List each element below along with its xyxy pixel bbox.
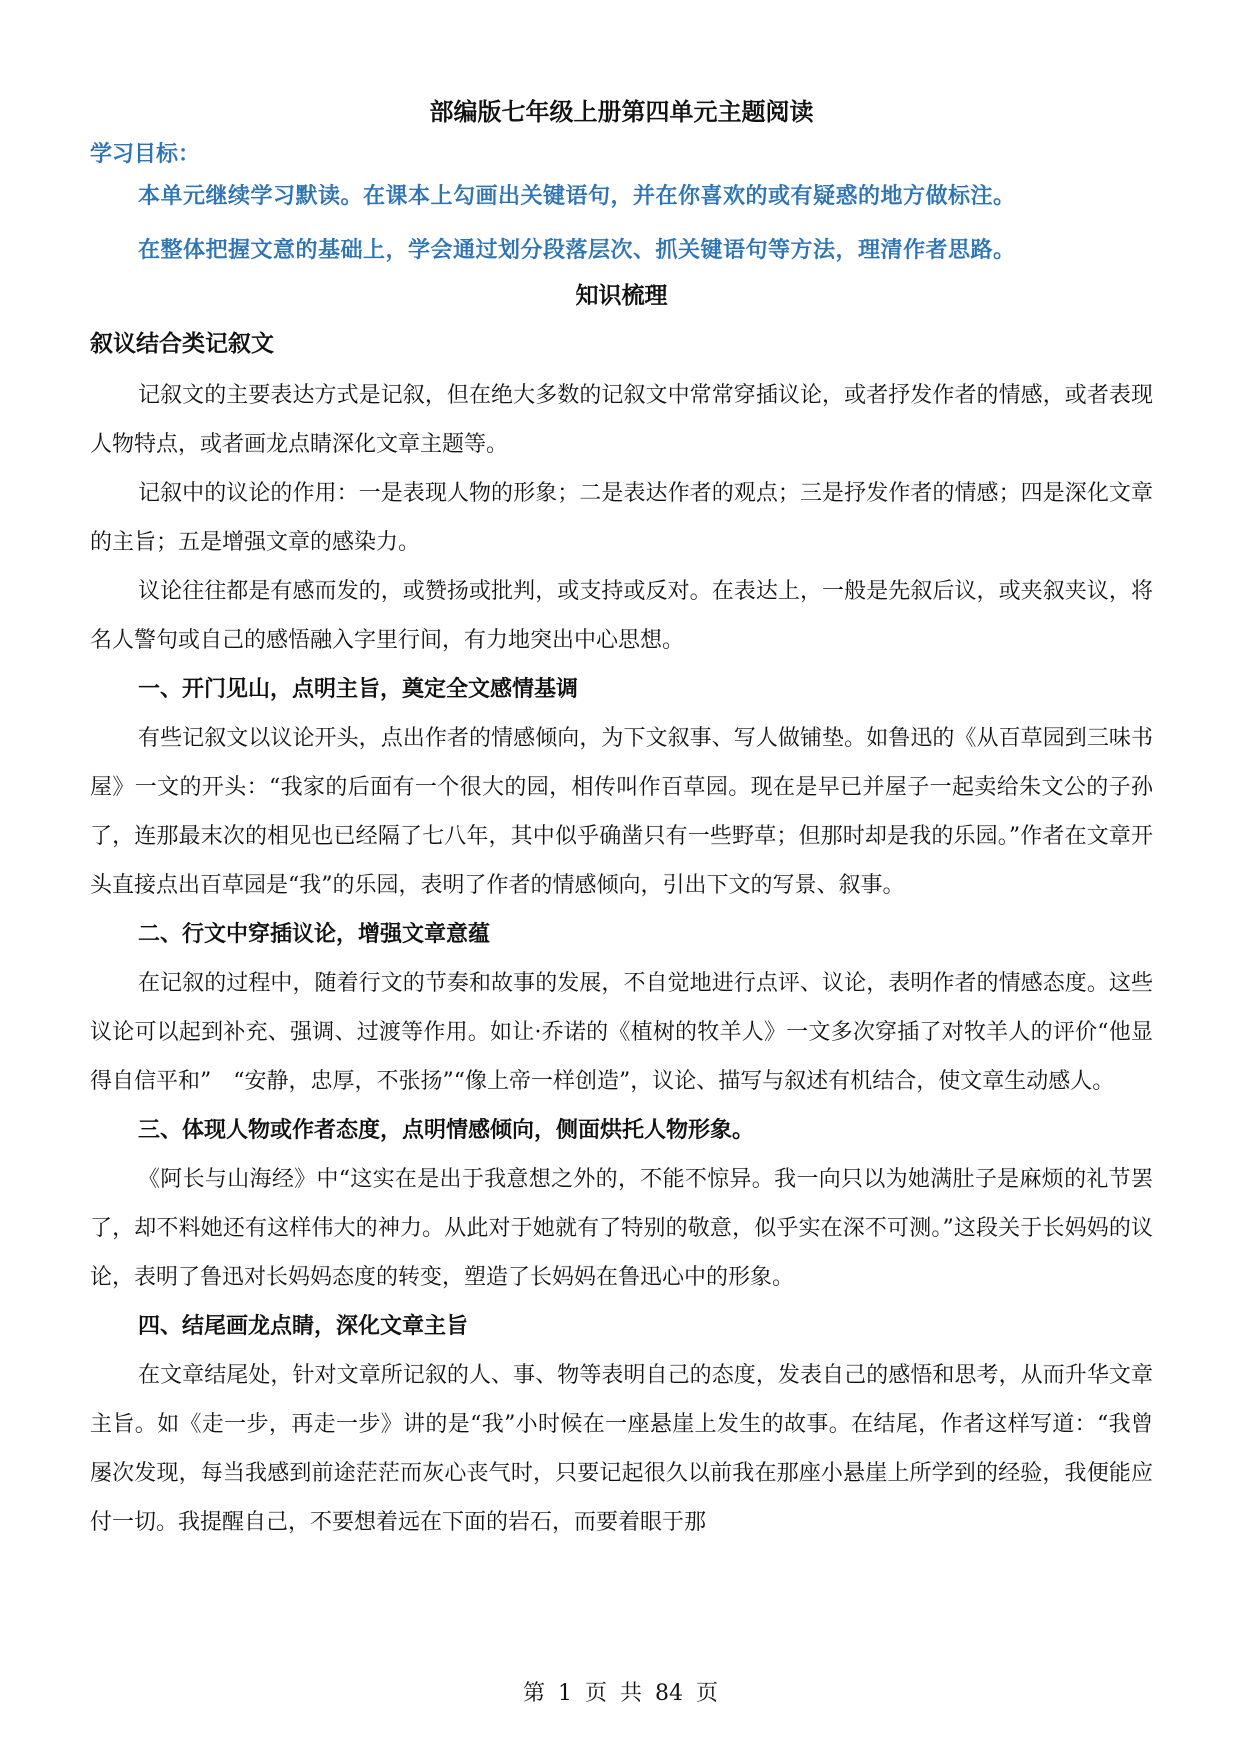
subsection-heading-2: 二、行文中穿插议论，增强文章意蕴 (138, 922, 491, 947)
document-page (90, 95, 1153, 1547)
page-number-footer: 第 1 页 共 84 页 (523, 1681, 718, 1706)
subsection-heading-4: 四、结尾画龙点睛，深化文章主旨 (138, 1314, 469, 1339)
subsection-heading-1: 一、开门见山，点明主旨，奠定全文感情基调 (138, 677, 579, 702)
essay-type-heading: 叙议结合类记叙文 (90, 331, 274, 357)
subsection-heading-3: 三、体现人物或作者态度，点明情感倾向，侧面烘托人物形象。 (138, 1118, 755, 1143)
document-title: 部编版七年级上册第四单元主题阅读 (429, 98, 814, 126)
learning-goal-2: 在整体把握文意的基础上，学会通过划分段落层次、抓关键语句等方法，理清作者思路。 (138, 237, 1016, 263)
subsection-paragraph-1: 有些记叙文以议论开头，点出作者的情感倾向，为下文叙事、写人做铺垫。如鲁迅的《从百草园到三味书屋》一文的开头：“我家的后面有一个很大的园，相传叫作百草园。现在是早已并屋子一起卖给朱文公的子孙了，连那最末次的相见也已经隔了七八年，其中似乎确凿只有一些野草；但那时却是我的乐园。”作者在文章开头直接点出百草园是“我”的乐园，表明了作者的情感倾向，引出下文的写景、叙事。 (90, 726, 1153, 898)
knowledge-section-heading: 知识梳理 (575, 283, 668, 309)
intro-paragraph-2: 记叙中的议论的作用：一是表现人物的形象；二是表达作者的观点；三是抒发作者的情感；四是深化文章的主旨；五是增强文章的感染力。 (90, 481, 1153, 555)
learning-goal-1: 本单元继续学习默读。在课本上勾画出关键语句，并在你喜欢的或有疑惑的地方做标注。 (138, 183, 1016, 209)
subsection-paragraph-3: 《阿长与山海经》中“这实在是出于我意想之外的，不能不惊异。我一向只以为她满肚子是麻烦的礼节罢了，却不料她还有这样伟大的神力。从此对于她就有了特别的敬意，似乎实在深不可测。”这段关于长妈妈的议论，表明了鲁迅对长妈妈态度的转变，塑造了长妈妈在鲁迅心中的形象。 (90, 1167, 1153, 1290)
intro-paragraph-3: 议论往往都是有感而发的，或赞扬或批判，或支持或反对。在表达上，一般是先叙后议，或夹叙夹议，将名人警句或自己的感悟融入字里行间，有力地突出中心思想。 (90, 579, 1153, 653)
subsection-paragraph-2: 在记叙的过程中，随着行文的节奏和故事的发展，不自觉地进行点评、议论，表明作者的情感态度。这些议论可以起到补充、强调、过渡等作用。如让·乔诺的《植树的牧羊人》一文多次穿插了对牧羊人的评价“他显得自信平和” “安静，忠厚，不张扬”“像上帝一样创造”，议论、描写与叙述有机结合，使文章生动感人。 (90, 971, 1153, 1094)
subsection-paragraph-4: 在文章结尾处，针对文章所记叙的人、事、物等表明自己的态度，发表自己的感悟和思考，从而升华文章主旨。如《走一步，再走一步》讲的是“我”小时候在一座悬崖上发生的故事。在结尾，作者这样写道：“我曾屡次发现，每当我感到前途茫茫而灰心丧气时，只要记起很久以前我在那座小悬崖上所学到的经验，我便能应付一切。我提醒自己，不要想着远在下面的岩石，而要着眼于那 (90, 1363, 1153, 1535)
intro-paragraph-1: 记叙文的主要表达方式是记叙，但在绝大多数的记叙文中常常穿插议论，或者抒发作者的情感，或者表现人物特点，或者画龙点睛深化文章主题等。 (90, 383, 1153, 457)
learning-goals-heading: 学习目标： (90, 141, 201, 167)
